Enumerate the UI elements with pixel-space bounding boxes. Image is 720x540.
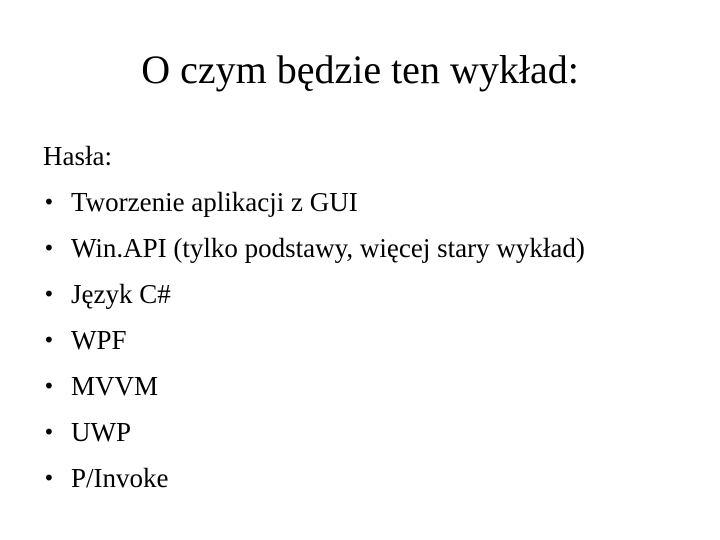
bullet-icon: • [43, 236, 55, 260]
bullet-text: Win.API (tylko podstawy, więcej stary wykład) [71, 233, 585, 263]
bullet-item [43, 179, 703, 225]
slide-content [43, 133, 703, 501]
bullet-text: MVVM [71, 371, 159, 401]
bullet-text: Tworzenie aplikacji z GUI [71, 187, 358, 217]
intro-label: Hasła: [43, 141, 112, 171]
bullet-icon: • [43, 282, 55, 306]
bullet-list [43, 179, 703, 501]
bullet-item [43, 363, 703, 409]
bullet-text: UWP [71, 417, 131, 447]
bullet-item [43, 317, 703, 363]
bullet-text: WPF [71, 325, 127, 355]
bullet-item [43, 455, 703, 501]
bullet-icon: • [43, 374, 55, 398]
bullet-icon: • [43, 466, 55, 490]
bullet-icon: • [43, 420, 55, 444]
bullet-item [43, 225, 703, 271]
bullet-icon: • [43, 328, 55, 352]
bullet-icon: • [43, 190, 55, 214]
bullet-text: P/Invoke [71, 463, 169, 493]
bullet-item [43, 271, 703, 317]
slide-title: O czym będzie ten wykład: [141, 47, 579, 92]
bullet-text: Język C# [71, 279, 171, 309]
bullet-item [43, 409, 703, 455]
